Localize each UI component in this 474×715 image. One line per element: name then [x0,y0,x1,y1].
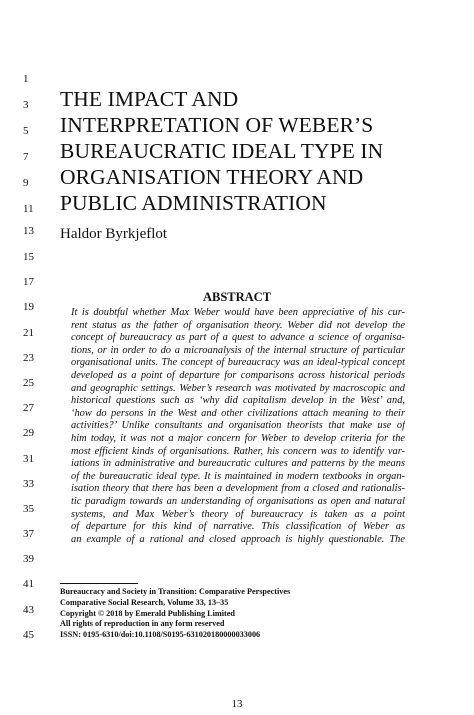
line-number: 41 [23,578,34,590]
paper-title [60,86,460,216]
footnote-line: All rights of reproduction in any form reserved [60,619,225,629]
abstract-line: iations in administrative and bureaucratic cultures and patterns by the means [71,458,405,470]
author-name: Haldor Byrkjeflot [60,226,168,242]
line-number: 1 [23,73,29,85]
abstract-line: tic paradigm towards an understanding of organisations as open and natural [71,495,405,507]
footnote-line: Bureaucracy and Society in Transition: Comparative Perspectives [60,587,291,596]
line-number: 45 [23,629,34,641]
line-number: 17 [23,276,34,288]
abstract-line: organisational units. The concept of bureaucracy was an ideal-typical concept [71,357,405,369]
abstract-line: developed as a point of departure for comparisons across historical periods [71,369,405,381]
line-number: 31 [23,453,34,465]
line-number: 25 [23,377,34,389]
line-number: 39 [23,553,34,565]
abstract-line: historical questions such as ‘why did capitalism develop in the West’ and, [71,395,405,407]
line-number: 13 [23,225,34,237]
footnote-line: Copyright © 2018 by Emerald Publishing Limited [60,608,235,618]
line-number: 35 [23,503,34,515]
abstract-heading: ABSTRACT [202,290,272,304]
title-line: THE IMPACT AND [60,87,239,111]
line-number: 29 [23,427,34,439]
abstract-line: systems, and Max Weber’s theory of bureaucracy is taken as a point [71,508,405,520]
line-number: 21 [23,327,34,339]
abstract-line: ‘how do persons in the West and other civilizations attach meaning to their [71,407,405,419]
line-number: 7 [23,151,29,163]
line-number: 27 [23,402,34,414]
line-number: 9 [23,177,29,189]
line-number: 3 [23,99,29,111]
page-number: 13 [231,698,243,710]
line-number: 33 [23,478,34,490]
line-number: 5 [23,125,29,137]
abstract-line: isation theory that there has been a development from a closed and rationalis- [71,483,405,495]
abstract-line: an example of a rational and closed approach is highly questionable. The [71,533,405,545]
abstract-line: It is doubtful whether Max Weber would have been appreciative of his cur- [71,307,405,318]
abstract-line: of the bureaucratic ideal type. It is maintained in modern textbooks in organ- [71,470,405,482]
abstract-line: tions, or in order to do a microanalysis of the internal structure of particular [71,344,405,356]
title-line: INTERPRETATION OF WEBER’S [60,113,374,137]
title-line: PUBLIC ADMINISTRATION [60,191,327,215]
abstract-body [71,307,405,546]
line-number: 15 [23,251,34,263]
footnote-rule [60,583,138,584]
line-number: 43 [23,604,34,616]
abstract-line: activities?’ Unlike consultants and organisation theorists that make use of [71,420,405,432]
abstract-line: rent status as the father of organisation theory. Weber did not develop the [71,319,405,331]
abstract-line: of departure for this kind of narrative. This classification of Weber as [71,521,405,533]
footnote-line: Comparative Social Research, Volume 33, 13–35 [60,597,229,607]
abstract-line: and geographic settings. Weber’s research was motivated by macroscopic and [71,382,405,394]
abstract-line: concept of bureaucracy as part of a quest to advance a science of organisa- [71,332,405,344]
title-line: BUREAUCRATIC IDEAL TYPE IN [60,139,384,163]
line-number: 37 [23,528,34,540]
publication-footnote [60,587,290,641]
line-number: 23 [23,352,34,364]
abstract-line: most efficient kinds of organisations. Rather, his concern was to identify var- [71,445,405,457]
title-line: ORGANISATION THEORY AND [60,165,364,189]
footnote-line: ISSN: 0195-6310/doi:10.1108/S0195-631020180000033006 [60,630,261,640]
line-number: 19 [23,301,34,313]
abstract-line: him today, it was not a major concern for Weber to develop criteria for the [71,432,405,444]
line-number: 11 [23,203,34,215]
